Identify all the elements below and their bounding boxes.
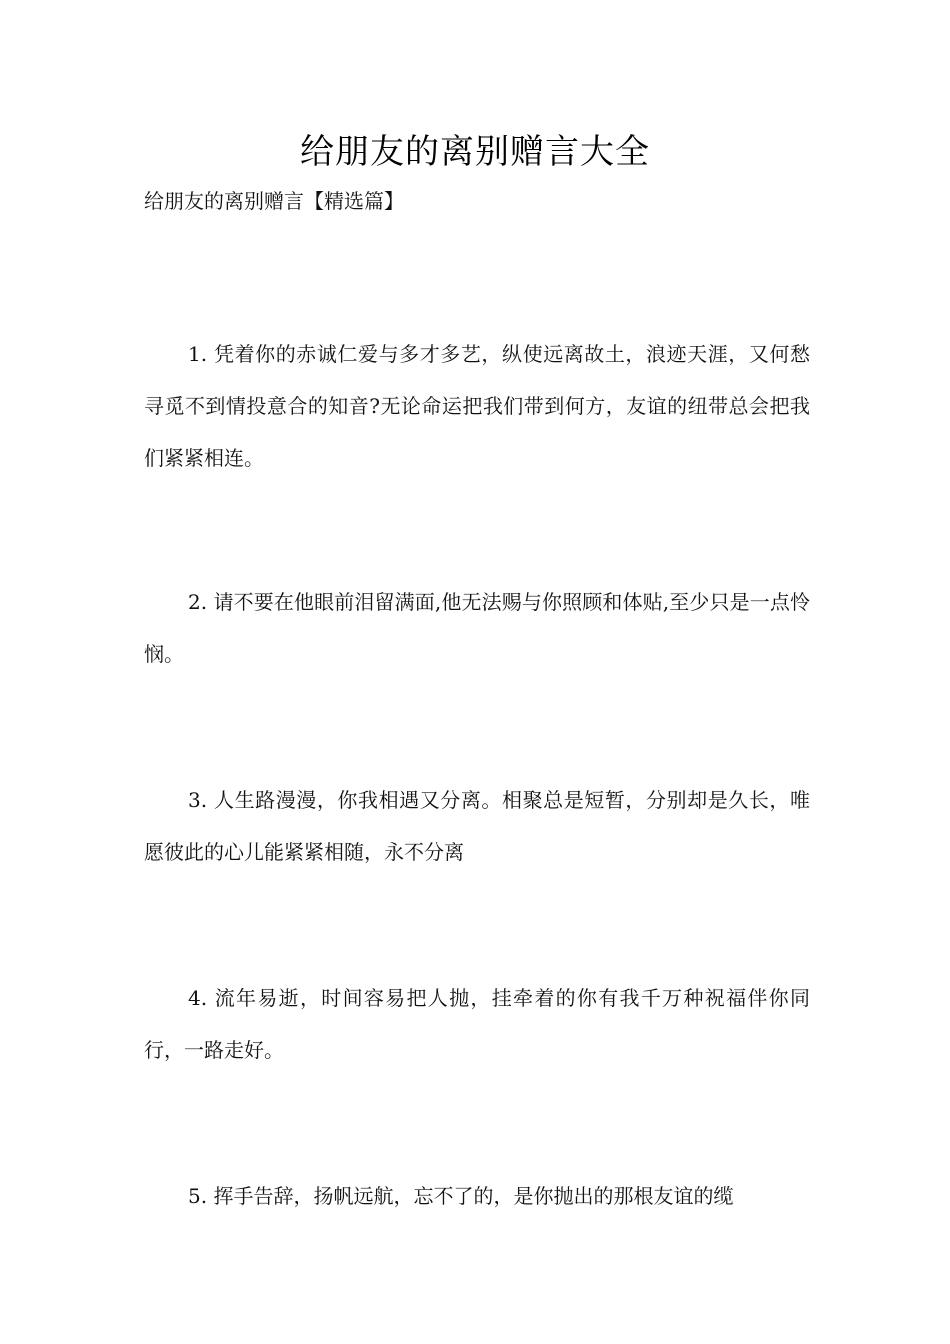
farewell-message-5: 5. 挥手告辞，扬帆远航，忘不了的，是你抛出的那根友谊的缆 <box>188 1184 734 1208</box>
farewell-message-3: 3. 人生路漫漫，你我相遇又分离。相聚总是短暂，分别却是久长，唯愿彼此的心儿能紧紧相随，永不分离 <box>144 788 810 864</box>
farewell-message-1: 1. 凭着你的赤诚仁爱与多才多艺，纵使远离故土，浪迹天涯，又何愁寻觅不到情投意合的知音?无论命运把我们带到何方，友谊的纽带总会把我们紧紧相连。 <box>144 342 810 470</box>
farewell-message-2: 2. 请不要在他眼前泪留满面,他无法赐与你照顾和体贴,至少只是一点怜悯。 <box>144 590 810 666</box>
farewell-message-4: 4. 流年易逝，时间容易把人抛，挂牵着的你有我千万种祝福伴你同行，一路走好。 <box>144 986 810 1062</box>
document-title: 给朋友的离别赠言大全 <box>300 132 650 172</box>
section-heading: 给朋友的离别赠言【精选篇】 <box>144 189 404 213</box>
